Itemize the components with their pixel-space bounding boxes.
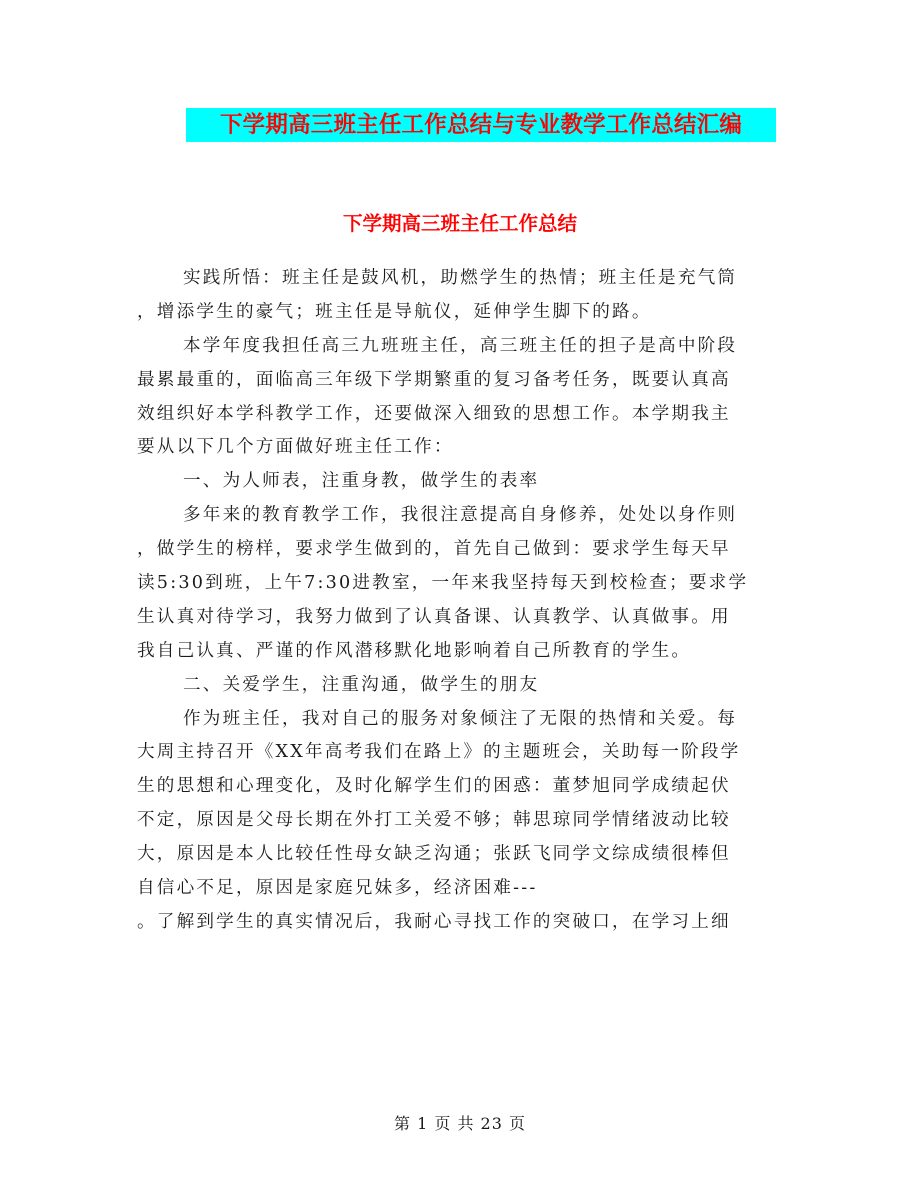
page-number-footer: 第 1 页 共 23 页 <box>394 1114 526 1133</box>
text-line: 我自己认真、严谨的作风潜移默化地影响着自己所教育的学生。 <box>137 640 692 661</box>
body-text <box>137 262 777 940</box>
text-line: 大周主持召开《XX年高考我们在路上》的主题班会，关助每一阶段学 <box>137 742 741 763</box>
text-line: 。了解到学生的真实情况后，我耐心寻找工作的突破口，在学习上细 <box>137 911 731 932</box>
text-line: 作为班主任，我对自己的服务对象倾注了无限的热情和关爱。每 <box>183 708 738 729</box>
text-line: ，做学生的榜样，要求学生做到的，首先自己做到：要求学生每天早 <box>137 539 731 560</box>
text-line: 读5:30到班，上午7:30进教室，一年来我坚持每天到校检查；要求学 <box>137 573 749 594</box>
text-line: 不定，原因是父母长期在外打工关爱不够；韩思琼同学情绪波动比较 <box>137 810 731 831</box>
text-line: 大，原因是本人比较任性母女缺乏沟通；张跃飞同学文综成绩很棒但 <box>137 844 731 865</box>
text-line: 多年来的教育教学工作，我很注意提高自身修养，处处以身作则 <box>183 505 738 526</box>
text-line: 效组织好本学科教学工作，还要做深入细致的思想工作。本学期我主 <box>137 403 731 424</box>
text-line: 最累最重的，面临高三年级下学期繁重的复习备考任务，既要认真高 <box>137 369 731 390</box>
text-line: ，增添学生的豪气；班主任是导航仪，延伸学生脚下的路。 <box>137 301 652 322</box>
section-heading-2: 二、关爱学生，注重沟通，做学生的朋友 <box>183 674 540 695</box>
text-line: 自信心不足，原因是家庭兄妹多，经济困难--- <box>137 878 538 899</box>
text-line: 生认真对待学习，我努力做到了认真备课、认真教学、认真做事。用 <box>137 606 731 627</box>
text-line: 生的思想和心理变化，及时化解学生们的困惑：董梦旭同学成绩起伏 <box>137 776 731 797</box>
section-title: 下学期高三班主任工作总结 <box>342 212 577 235</box>
text-line: 实践所悟：班主任是鼓风机，助燃学生的热情；班主任是充气筒 <box>183 268 738 288</box>
text-line: 本学年度我担任高三九班班主任，高三班主任的担子是高中阶段 <box>183 335 738 356</box>
section-heading-1: 一、为人师表，注重身教，做学生的表率 <box>183 471 540 492</box>
main-title: 下学期高三班主任工作总结与专业教学工作总结汇编 <box>186 108 776 142</box>
text-line: 要从以下几个方面做好班主任工作： <box>137 437 454 458</box>
